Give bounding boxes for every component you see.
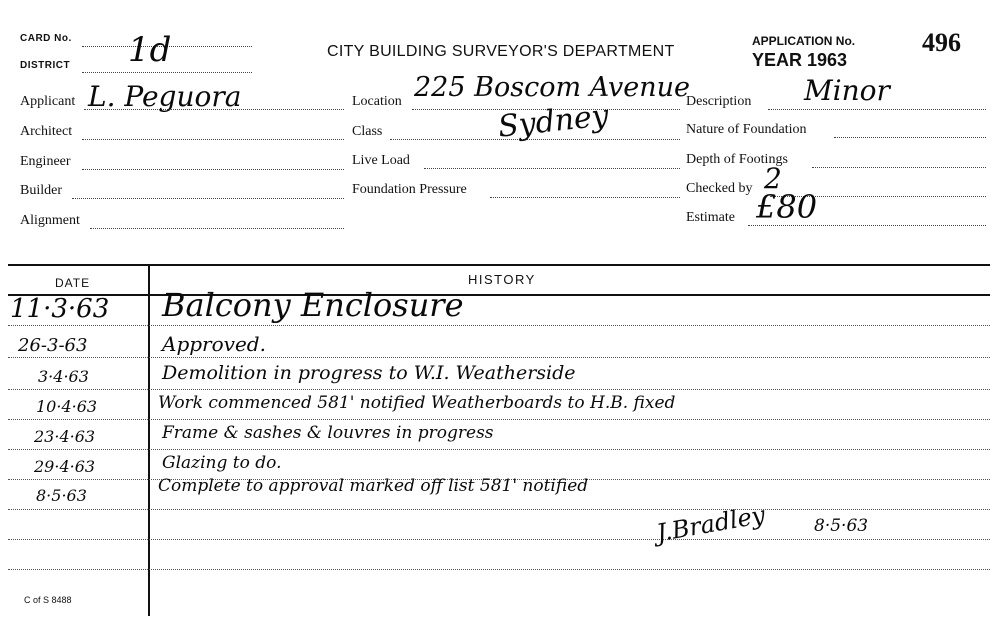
year-label: YEAR 1963 — [752, 50, 848, 70]
builder-dotted-line — [72, 198, 344, 199]
applicant-label: Applicant — [20, 94, 76, 109]
alignment-label: Alignment — [20, 213, 80, 228]
foundation-pressure-dotted-line — [490, 197, 680, 198]
history-date: 11·3·63 — [10, 294, 110, 324]
history-rule — [8, 569, 990, 570]
alignment-dotted-line — [90, 228, 344, 229]
applicant-value: L. Peguora — [88, 80, 242, 113]
builder-label: Builder — [20, 183, 62, 198]
history-entry-text: Glazing to do. — [162, 453, 282, 473]
history-rule — [8, 325, 990, 326]
history-entry-text: Approved. — [162, 332, 266, 356]
engineer-label: Engineer — [20, 154, 71, 169]
history-entry-text: Demolition in progress to W.I. Weatherside — [162, 362, 576, 384]
architect-label: Architect — [20, 124, 73, 139]
description-label: Description — [686, 94, 752, 109]
history-date: 26-3-63 — [18, 335, 88, 356]
history-rule — [8, 357, 990, 358]
district-label: DISTRICT — [20, 60, 71, 71]
description-value: Minor — [804, 74, 890, 107]
history-column-header: HISTORY — [468, 272, 536, 287]
description-dotted-line — [768, 109, 986, 110]
history-date: 8·5·63 — [36, 486, 87, 505]
card-no-value: 1d — [128, 30, 172, 70]
history-date: 29·4·63 — [34, 457, 96, 476]
application-no-label: APPLICATION No. — [752, 34, 856, 48]
estimate-label: Estimate — [686, 210, 735, 225]
history-rule — [8, 389, 990, 390]
history-date: 10·4·63 — [36, 397, 98, 416]
nature-of-foundation-label: Nature of Foundation — [686, 122, 807, 137]
history-entry-text: Work commenced 581' notified Weatherboards to H.B. fixed — [158, 393, 676, 413]
form-code: C of S 8488 — [24, 595, 72, 605]
nature-of-foundation-dotted-line — [834, 137, 986, 138]
history-entry-text: Complete to approval marked off list 581' notified — [158, 476, 589, 496]
card-no-label: CARD No. — [20, 33, 72, 44]
history-top-rule — [8, 264, 990, 266]
history-entry-text: Frame & sashes & louvres in progress — [162, 423, 494, 443]
history-entry-text: Balcony Enclosure — [162, 286, 464, 324]
checked-by-value: 2 — [764, 162, 782, 195]
signature: J.Bradley — [654, 500, 768, 548]
history-rule — [8, 509, 990, 510]
class-value: Sydney — [496, 98, 611, 145]
depth-of-footings-dotted-line — [812, 167, 986, 168]
application-number: 496 — [922, 28, 961, 57]
engineer-dotted-line — [82, 169, 344, 170]
history-date: 23·4·63 — [34, 427, 96, 446]
date-column-divider — [148, 264, 150, 616]
live-load-label: Live Load — [352, 153, 410, 168]
foundation-pressure-label: Foundation Pressure — [352, 182, 467, 197]
date-column-header: DATE — [55, 276, 91, 290]
live-load-dotted-line — [424, 168, 680, 169]
architect-dotted-line — [82, 139, 344, 140]
depth-of-footings-label: Depth of Footings — [686, 152, 788, 167]
history-rule — [8, 419, 990, 420]
history-header-rule — [8, 294, 990, 296]
location-value: 225 Boscom Avenue — [414, 72, 691, 103]
history-rule — [8, 449, 990, 450]
department-title: CITY BUILDING SURVEYOR'S DEPARTMENT — [327, 43, 675, 60]
signature-date: 8·5·63 — [814, 516, 869, 536]
location-label: Location — [352, 94, 402, 109]
checked-by-label: Checked by — [686, 181, 753, 196]
history-rule — [8, 539, 990, 540]
estimate-value: £80 — [756, 188, 818, 226]
history-date: 3·4·63 — [38, 367, 89, 386]
district-dotted-line — [82, 72, 252, 73]
class-label: Class — [352, 124, 383, 139]
